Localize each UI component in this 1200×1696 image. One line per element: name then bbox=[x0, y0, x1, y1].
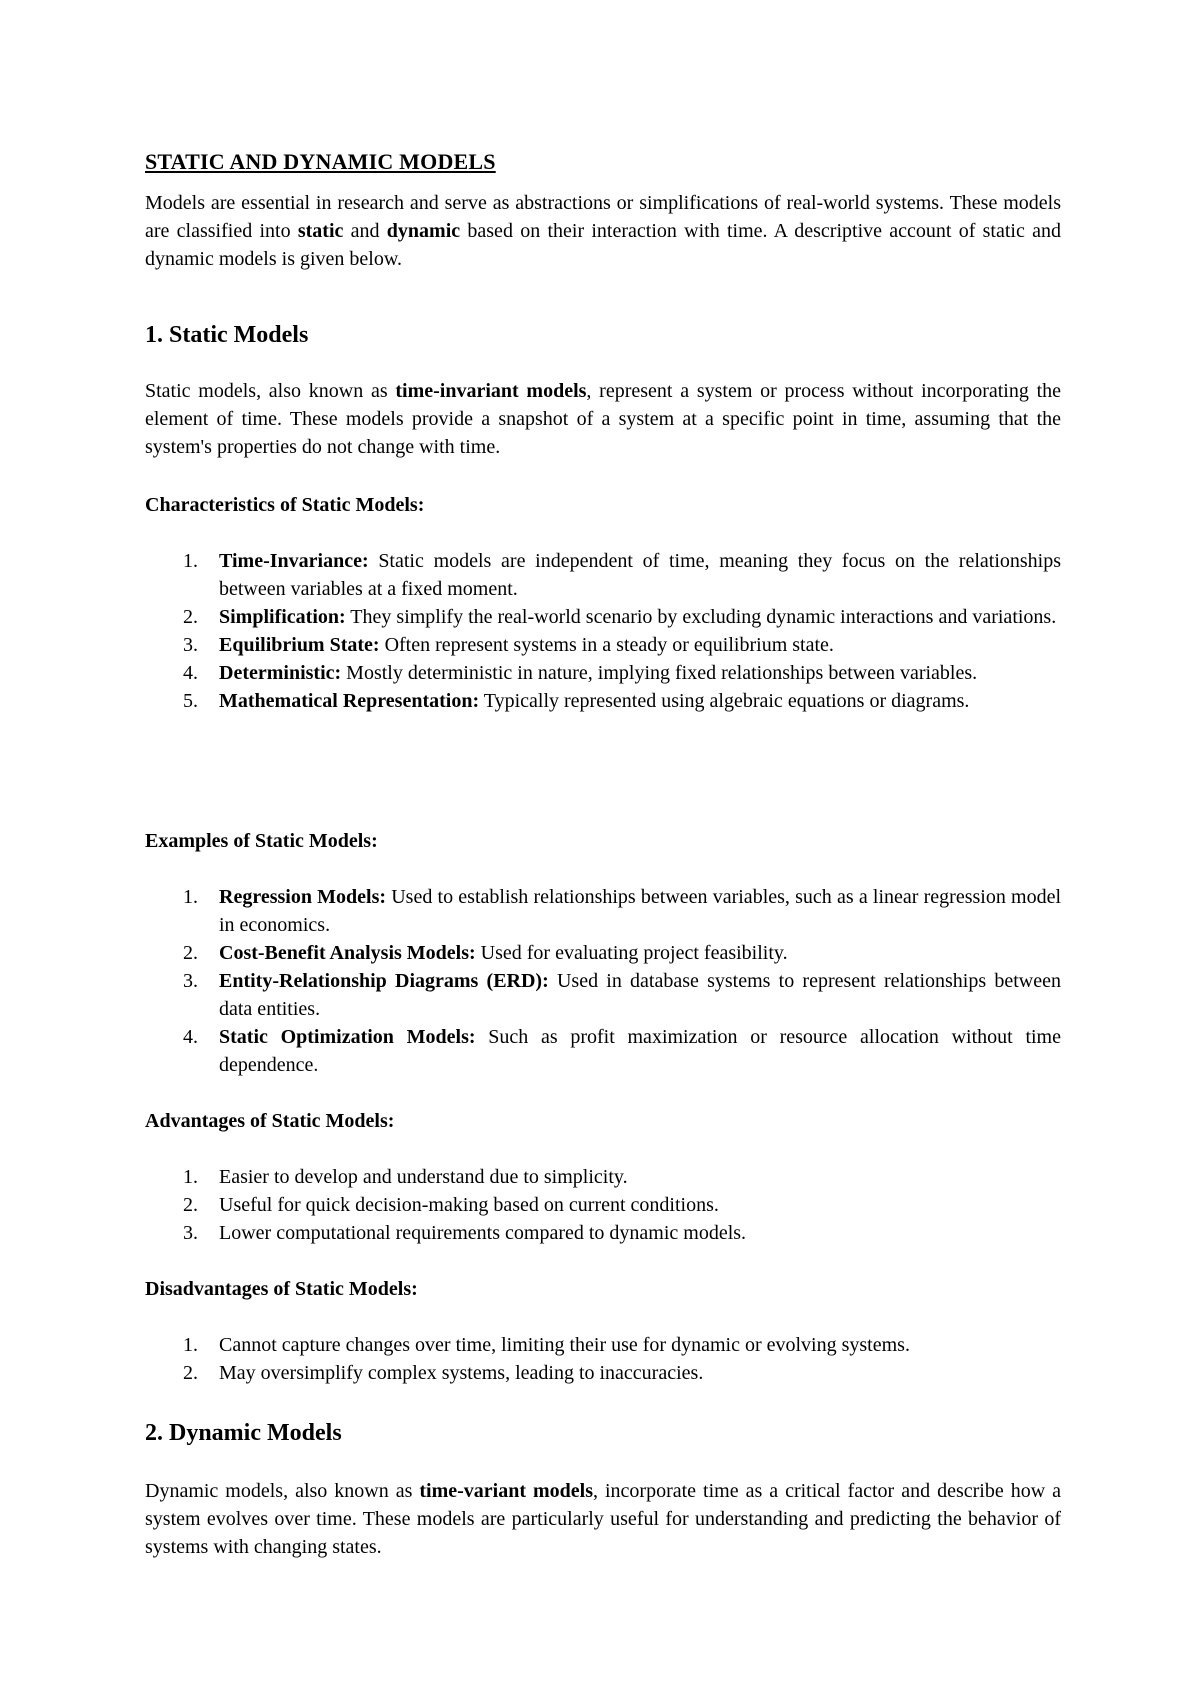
dynamic-models-heading: 2. Dynamic Models bbox=[145, 1420, 342, 1446]
list-number: 2. bbox=[183, 942, 198, 964]
list-text: Useful for quick decision-making based on current conditions. bbox=[219, 1194, 719, 1216]
disadvantages-list bbox=[145, 1331, 1061, 1387]
list-item bbox=[145, 631, 1061, 659]
static-models-paragraph bbox=[145, 377, 1061, 461]
list-item bbox=[145, 1359, 1061, 1387]
list-term: Deterministic: bbox=[219, 662, 342, 684]
list-text: Such as profit maximization or resource allocation without time dependence. bbox=[219, 1026, 1061, 1076]
static-bold-term: time-invariant models bbox=[395, 380, 587, 402]
disadvantages-heading: Disadvantages of Static Models: bbox=[145, 1278, 418, 1300]
list-number: 3. bbox=[183, 1222, 198, 1244]
list-number: 4. bbox=[183, 1026, 198, 1048]
list-item bbox=[145, 1023, 1061, 1079]
intro-text-2: and bbox=[343, 220, 387, 242]
list-text: Used in database systems to represent relationships between data entities. bbox=[219, 970, 1061, 1020]
list-term: Static Optimization Models: bbox=[219, 1026, 476, 1048]
list-text: Static models are independent of time, meaning they focus on the relationships between variables at a fixed moment. bbox=[219, 550, 1061, 600]
list-text: Typically represented using algebraic equations or diagrams. bbox=[479, 690, 970, 712]
list-term: Entity-Relationship Diagrams (ERD): bbox=[219, 970, 549, 992]
list-term: Equilibrium State: bbox=[219, 634, 380, 656]
list-number: 1. bbox=[183, 1334, 198, 1356]
list-term: Simplification: bbox=[219, 606, 346, 628]
advantages-heading: Advantages of Static Models: bbox=[145, 1110, 395, 1132]
static-models-heading: 1. Static Models bbox=[145, 322, 309, 348]
list-term: Cost-Benefit Analysis Models: bbox=[219, 942, 476, 964]
list-item bbox=[145, 547, 1061, 603]
intro-bold-dynamic: dynamic bbox=[386, 220, 461, 242]
list-text: Mostly deterministic in nature, implying fixed relationships between variables. bbox=[341, 662, 978, 684]
dynamic-models-paragraph bbox=[145, 1477, 1061, 1561]
examples-heading: Examples of Static Models: bbox=[145, 830, 378, 852]
list-item bbox=[145, 659, 1061, 687]
list-text: May oversimplify complex systems, leading to inaccuracies. bbox=[219, 1362, 704, 1384]
list-text: Easier to develop and understand due to simplicity. bbox=[219, 1166, 628, 1188]
list-number: 1. bbox=[183, 550, 198, 572]
list-number: 3. bbox=[183, 970, 198, 992]
list-item bbox=[145, 883, 1061, 939]
dynamic-bold-term: time-variant models bbox=[419, 1480, 593, 1502]
list-text: Cannot capture changes over time, limiting their use for dynamic or evolving systems. bbox=[219, 1334, 910, 1356]
list-item bbox=[145, 1191, 1061, 1219]
list-number: 3. bbox=[183, 634, 198, 656]
document-title: STATIC AND DYNAMIC MODELS bbox=[145, 149, 496, 174]
list-term: Regression Models: bbox=[219, 886, 387, 908]
list-term: Mathematical Representation: bbox=[219, 690, 480, 712]
list-term: Time-Invariance: bbox=[219, 550, 369, 572]
characteristics-list bbox=[145, 547, 1061, 715]
list-item bbox=[145, 1219, 1061, 1247]
static-text-2: , represent a system or process without incorporating the element of time. These models provide a snapshot of a system at a specific point in time, assuming that the system's properties do not change with time. bbox=[145, 380, 1062, 458]
list-item bbox=[145, 1163, 1061, 1191]
dynamic-text-1: Dynamic models, also known as bbox=[145, 1480, 420, 1502]
list-text: Used for evaluating project feasibility. bbox=[475, 942, 788, 964]
characteristics-heading: Characteristics of Static Models: bbox=[145, 494, 425, 516]
list-text: They simplify the real-world scenario by excluding dynamic interactions and variations. bbox=[345, 606, 1057, 628]
list-number: 2. bbox=[183, 606, 198, 628]
advantages-list bbox=[145, 1163, 1061, 1247]
list-number: 1. bbox=[183, 1166, 198, 1188]
list-number: 4. bbox=[183, 662, 198, 684]
list-text: Lower computational requirements compared to dynamic models. bbox=[219, 1222, 747, 1244]
static-text-1: Static models, also known as bbox=[145, 380, 396, 402]
list-number: 2. bbox=[183, 1362, 198, 1384]
list-item bbox=[145, 939, 1061, 967]
list-number: 2. bbox=[183, 1194, 198, 1216]
list-item bbox=[145, 687, 1061, 715]
dynamic-text-2: , incorporate time as a critical factor and describe how a system evolves over time. These models are particularly useful for understanding and predicting the behavior of systems with changing states. bbox=[145, 1480, 1062, 1558]
list-text: Often represent systems in a steady or equilibrium state. bbox=[379, 634, 834, 656]
list-text: Used to establish relationships between variables, such as a linear regression model in economics. bbox=[219, 886, 1062, 936]
list-number: 5. bbox=[183, 690, 198, 712]
list-number: 1. bbox=[183, 886, 198, 908]
intro-paragraph bbox=[145, 189, 1061, 273]
intro-text-1: Models are essential in research and serve as abstractions or simplifications of real-world systems. These models are classified into bbox=[145, 192, 1061, 242]
intro-bold-static: static bbox=[297, 220, 344, 242]
list-item bbox=[145, 603, 1061, 631]
intro-text-3: based on their interaction with time. A descriptive account of static and dynamic models is given below. bbox=[145, 220, 1061, 270]
list-item bbox=[145, 1331, 1061, 1359]
examples-list bbox=[145, 883, 1061, 1079]
list-item bbox=[145, 967, 1061, 1023]
